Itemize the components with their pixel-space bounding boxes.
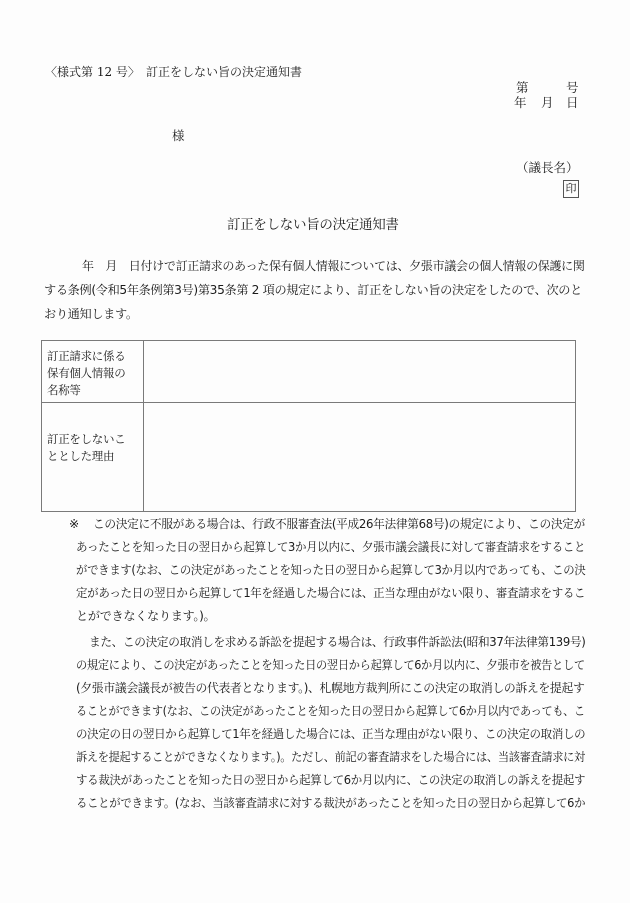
document-number-prefix: 第: [516, 80, 529, 95]
note-line: ることができます(なお、この決定があったことを知った日の翌日から起算して6か月以内であっても、こ: [76, 704, 585, 718]
date-day: 日: [566, 95, 579, 110]
date-year: 年: [514, 95, 527, 110]
row-label-info-name: 訂正請求に係る 保有個人情報の 名称等: [47, 349, 126, 397]
form-number: 〈様式第 12 号〉: [45, 65, 140, 79]
note-line: 定があった日の翌日から起算して1年を経過した場合には、正当な理由がない限り、審査請求をするこ: [76, 586, 586, 600]
note-line: の決定の日の翌日から起算して1年を経過した場合には、正当な理由がない限り、この決定の取消しの: [76, 727, 586, 741]
sender-name: （議長名）: [516, 160, 579, 175]
detail-table: [41, 340, 576, 512]
row-value-info-name[interactable]: [144, 341, 575, 402]
note-line: あったことを知った日の翌日から起算して3か月以内に、夕張市議会議長に対して審査請求をすること: [76, 540, 586, 554]
note-marker: ※: [69, 517, 79, 531]
note-line: ることができます。(なお、当該審査請求に対する裁決があったことを知った日の翌日から起算して6か: [76, 796, 586, 810]
note-line: とができなくなります。)。: [76, 609, 216, 623]
form-title-caption: 訂正をしない旨の決定通知書: [146, 65, 303, 79]
seal-mark: 印: [563, 180, 579, 198]
note-line: の規定により、この決定があったことを知った日の翌日から起算して6か月以内に、夕張市を被告として: [76, 658, 585, 672]
note-line: する裁決があったことを知った日の翌日から起算して6か月以内に、この決定の取消しの訴えを提起す: [76, 773, 586, 787]
intro-line: 年 月 日付けで訂正請求のあった保有個人情報については、夕張市議会の個人情報の保護に関: [82, 259, 585, 273]
intro-line: おり通知します。: [44, 307, 138, 321]
document-title: 訂正をしない旨の決定通知書: [227, 217, 399, 233]
note-line: この決定に不服がある場合は、行政不服審査法(平成26年法律第68号)の規定により、この決定が: [93, 517, 585, 531]
note-line: ができます(なお、この決定があったことを知った日の翌日から起算して3か月以内であっても、この決: [76, 563, 586, 577]
addressee-suffix: 様: [172, 128, 185, 143]
document-number-suffix: 号: [566, 80, 579, 95]
date-month: 月: [541, 95, 554, 110]
note-line: (夕張市議会議長が被告の代表者となります。)、札幌地方裁判所にこの決定の取消しの訴えを提起す: [76, 681, 585, 695]
row-label-reason: 訂正をしないこ ととした理由: [47, 432, 126, 463]
intro-line: する条例(令和5年条例第3号)第35条第 2 項の規定により、訂正をしない旨の決定をしたので、次のと: [44, 283, 582, 297]
note-line: 訴えを提起することができなくなります。)。ただし、前記の審査請求をした場合には、当該審査請求に対: [76, 750, 585, 764]
row-value-reason[interactable]: [144, 403, 575, 511]
note-line: また、この決定の取消しを求める訴訟を提起する場合は、行政事件訴訟法(昭和37年法律第139号): [89, 635, 586, 649]
